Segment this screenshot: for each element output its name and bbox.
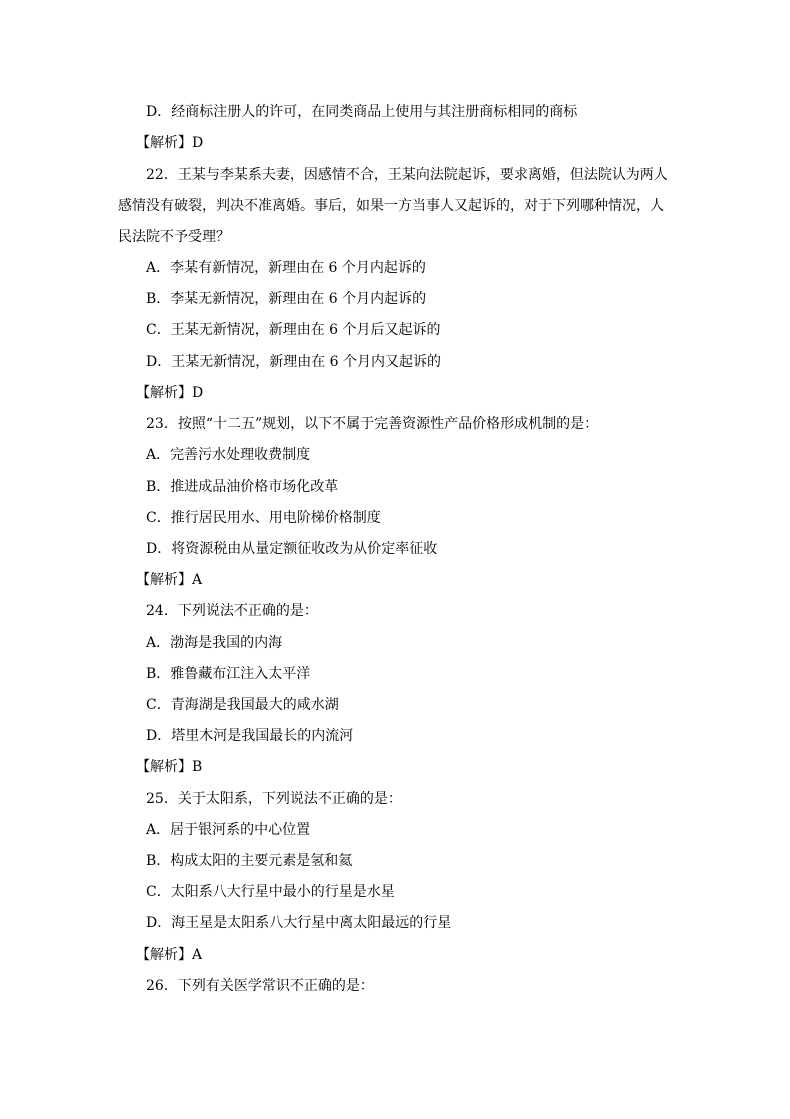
question-22-line-3: 民法院不予受理？ xyxy=(118,229,230,245)
option-b-q24: B．雅鲁藏布江注入太平洋 xyxy=(146,666,311,682)
option-b-q25: B．构成太阳的主要元素是氢和氦 xyxy=(146,853,353,869)
answer-q25: 【解析】A xyxy=(136,947,203,963)
answer-q22: 【解析】D xyxy=(136,385,204,401)
option-c-q24: C．青海湖是我国最大的咸水湖 xyxy=(146,697,339,713)
option-c-q25: C．太阳系八大行星中最小的行星是水星 xyxy=(146,884,395,900)
question-26: 26．下列有关医学常识不正确的是： xyxy=(146,978,374,994)
question-22-line-1: 22．王某与李某系夫妻，因感情不合，王某向法院起诉，要求离婚，但法院认为两人 xyxy=(146,167,668,183)
question-24: 24．下列说法不正确的是： xyxy=(146,603,318,619)
option-d-q25: D．海王星是太阳系八大行星中离太阳最远的行星 xyxy=(146,915,452,931)
question-23: 23．按照“十二五”规划，以下不属于完善资源性产品价格形成机制的是： xyxy=(146,416,599,432)
option-a-q25: A．居于银河系的中心位置 xyxy=(146,822,311,838)
option-d-q24: D．塔里木河是我国最长的内流河 xyxy=(146,728,354,744)
answer-q21: 【解析】D xyxy=(136,135,204,151)
option-a-q22: A．李某有新情况，新理由在 6 个月内起诉的 xyxy=(146,260,426,276)
option-c-q22: C．王某无新情况，新理由在 6 个月后又起诉的 xyxy=(146,322,441,338)
option-c-q23: C．推行居民用水、用电阶梯价格制度 xyxy=(146,510,381,526)
answer-q23: 【解析】A xyxy=(136,572,203,588)
option-d-q23: D．将资源税由从量定额征收改为从价定率征收 xyxy=(146,541,438,557)
question-25: 25．关于太阳系，下列说法不正确的是： xyxy=(146,791,402,807)
option-b-q22: B．李某无新情况，新理由在 6 个月内起诉的 xyxy=(146,291,427,307)
answer-q24: 【解析】B xyxy=(136,759,203,775)
option-d-q22: D．王某无新情况，新理由在 6 个月内又起诉的 xyxy=(146,354,442,370)
option-d-q21: D．经商标注册人的许可，在同类商品上使用与其注册商标相同的商标 xyxy=(146,104,578,120)
question-22-line-2: 感情没有破裂，判决不准离婚。事后，如果一方当事人又起诉的，对于下列哪种情况，人 xyxy=(118,198,664,214)
option-a-q23: A．完善污水处理收费制度 xyxy=(146,447,311,463)
option-a-q24: A．渤海是我国的内海 xyxy=(146,635,283,651)
option-b-q23: B．推进成品油价格市场化改革 xyxy=(146,479,339,495)
